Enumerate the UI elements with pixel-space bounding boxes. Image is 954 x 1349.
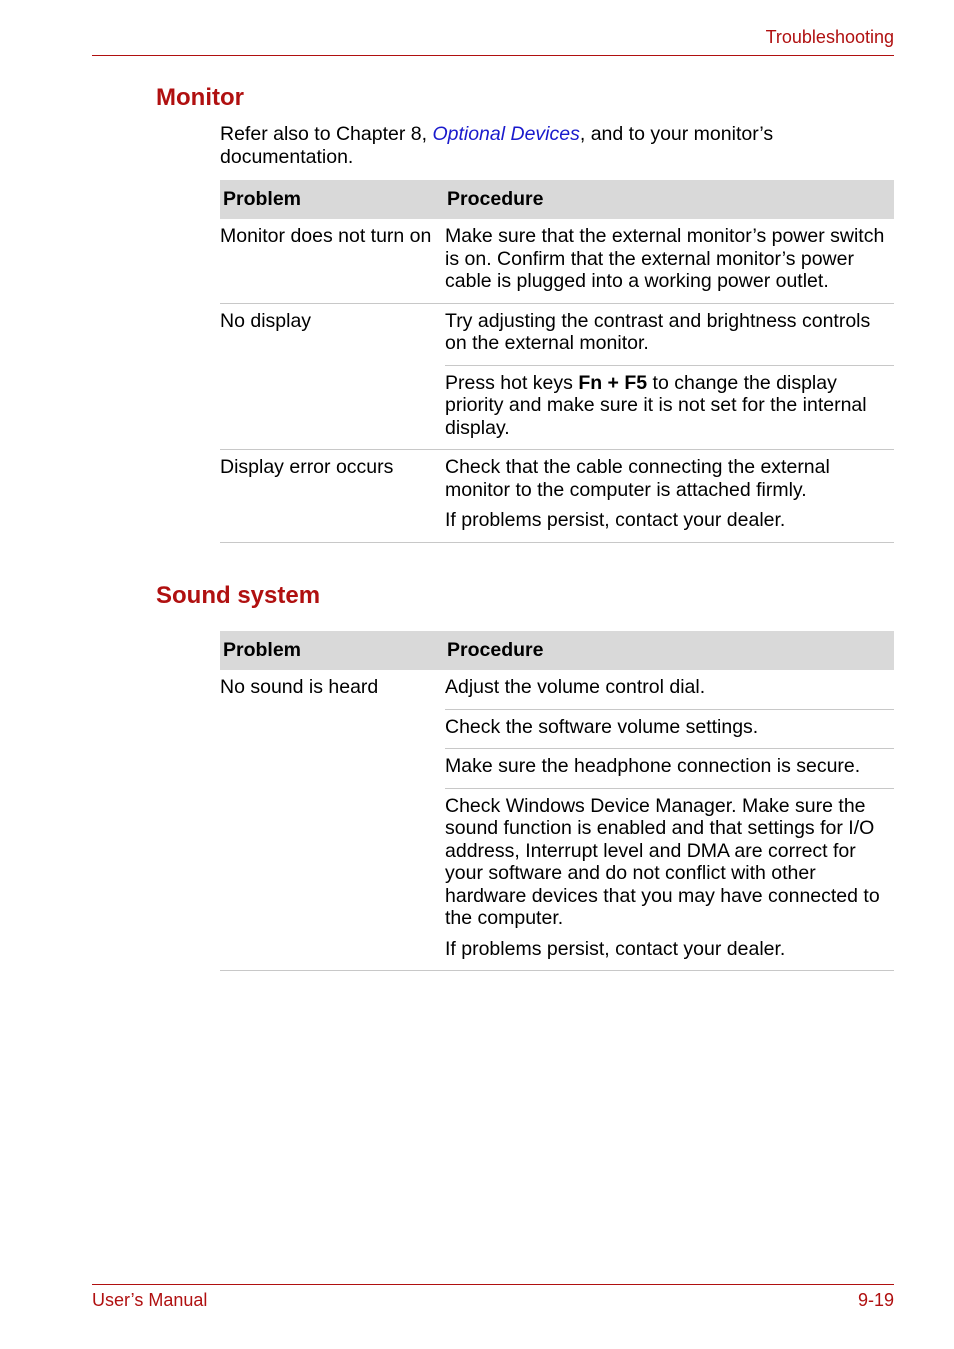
table-header [220, 180, 894, 219]
optional-devices-reference[interactable]: Optional Devices [432, 123, 580, 145]
monitor-intro [220, 123, 880, 169]
procedure-cell: Check Windows Device Manager. Make sure the sound function is enabled and that settings for I/O address, Interrupt level and DMA are correct for your software and do not conflict with other hardware devices that you may have connected to the computer. If problems persist, contact your dealer. [445, 788, 894, 971]
table-row [220, 670, 894, 971]
sound-system-heading: Sound system [156, 582, 321, 609]
col-header-procedure: Procedure [447, 188, 544, 210]
problem-cell: No display [220, 309, 312, 332]
procedure-cell: Adjust the volume control dial. [445, 676, 706, 698]
monitor-table [220, 180, 894, 543]
footer-rule [92, 1284, 894, 1285]
footer-manual-title: User’s Manual [92, 1290, 208, 1310]
page-number: 9-19 [857, 1290, 894, 1310]
running-header: Troubleshooting [765, 27, 894, 47]
table-row [220, 304, 894, 451]
table-header [220, 631, 894, 670]
table-row [220, 450, 894, 543]
problem-cell: Monitor does not turn on [220, 225, 432, 247]
sound-table [220, 631, 894, 971]
problem-cell: Display error occurs [220, 456, 394, 478]
procedure-cell: Press hot keys Fn + F5 to change the display priority and make sure it is not set for the internal display. [445, 365, 894, 450]
col-header-procedure: Procedure [447, 639, 544, 661]
col-header-problem: Problem [223, 639, 302, 661]
procedure-cell: Check that the cable connecting the external monitor to the computer is attached firmly. If problems persist, contact your dealer. [445, 456, 830, 531]
problem-cell: No sound is heard [220, 676, 379, 698]
header-rule [92, 55, 894, 56]
procedure-cell: Make sure that the external monitor’s power switch is on. Confirm that the external monitor’s power cable is plugged into a working power outlet. [445, 225, 885, 292]
intro-text-before: Refer also to Chapter 8, [220, 123, 433, 145]
intro-text-after: , and to your monitor’s documentation. [220, 123, 774, 168]
table-row [220, 219, 894, 304]
hotkey-label: Fn + F5 [578, 371, 648, 394]
monitor-heading: Monitor [156, 84, 244, 111]
procedure-cell: Try adjusting the contrast and brightness controls on the external monitor. [445, 309, 871, 354]
procedure-cell: Check the software volume settings. [445, 709, 894, 749]
procedure-cell: Make sure the headphone connection is secure. [445, 748, 894, 788]
col-header-problem: Problem [223, 188, 302, 210]
